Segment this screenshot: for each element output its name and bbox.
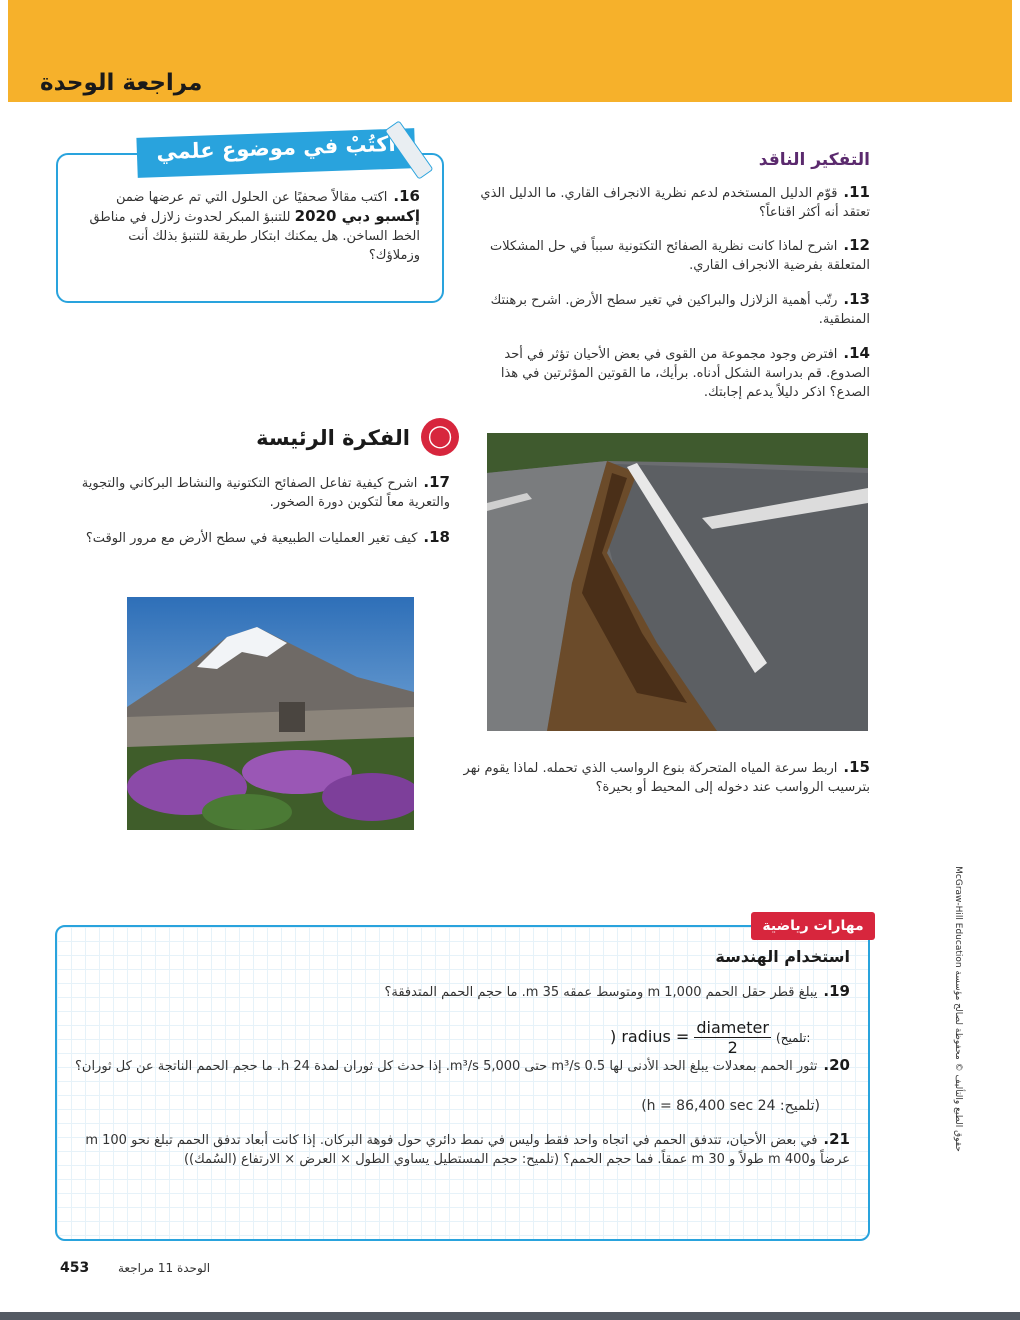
question-text: قوّم الدليل المستخدم لدعم نظرية الانجراف القاري. ما الدليل الذي تعتقد أنه أكثر اقناعاً؟ xyxy=(480,186,870,220)
hint-open-paren: ) xyxy=(610,1027,617,1046)
formula-left: radius = xyxy=(621,1027,690,1046)
question-text: اشرح كيفية تفاعل الصفائح التكتونية والنشاط البركاني والتجوية والتعرية معاً لتكوين دورة الصخور. xyxy=(81,476,450,510)
question-text: تثور الحمم بمعدلات يبلغ الحد الأدنى لها 0.5 m³/s حتى 5,000 m³/s. إذا حدث كل ثوران لمدة 24 h. ما حجم الحمم الناتجة عن كل ثوران؟ xyxy=(75,1059,818,1074)
math-skills-box xyxy=(55,925,870,1241)
geometry-heading: استخدام الهندسة xyxy=(715,947,850,966)
question-number: 19. xyxy=(823,982,850,1000)
q20-hint: (تلميح: 24 h = 86,400 sec) xyxy=(641,1098,820,1114)
big-idea-title: الفكرة الرئيسة xyxy=(256,426,410,450)
copyright-credit xyxy=(950,822,966,1202)
expo-name: إكسبو دبي 2020 xyxy=(294,207,420,225)
question-number: 15. xyxy=(843,758,870,776)
question-text: في بعض الأحيان، تتدفق الحمم في اتجاه واحد فقط وليس في نمط دائري حول فوهة البركان. إذا كانت أبعاد تدفق الحمم تبلغ نحو 100 m عرضاً و400 m طولاً و 30 m عمقاً. فما حجم الحمم؟ (تلميح: حجم المستطيل يساوي الطول × العرض × الارتفاع (السُمك)) xyxy=(85,1133,850,1167)
question-number: 11. xyxy=(843,183,870,201)
question-text: رتّب أهمية الزلازل والبراكين في تغير سطح الأرض. اشرح برهنتك المنطقية. xyxy=(490,293,870,327)
question-18 xyxy=(75,528,450,548)
fault-road-photo xyxy=(487,433,868,731)
question-13 xyxy=(470,290,870,329)
bottom-bar xyxy=(0,1312,1020,1320)
lightbulb-icon: ◯ xyxy=(421,418,459,456)
question-15 xyxy=(460,758,870,797)
question-number: 21. xyxy=(823,1130,850,1148)
question-number: 20. xyxy=(823,1056,850,1074)
math-skills-tag: مهارات رياضية xyxy=(751,912,875,940)
writing-title: أكتُبْ في موضوع علمي xyxy=(155,131,397,165)
copyright-text: حقوق الطبع والتأليف © محفوظة لصالح مؤسسة McGraw-Hill Education xyxy=(953,866,963,1152)
question-number: 12. xyxy=(843,236,870,254)
question-text: اكتب مقالاً صحفيًا عن الحلول التي تم عرضها ضمن xyxy=(116,190,388,205)
unit-label: الوحدة 11 مراجعة xyxy=(118,1261,211,1275)
hint-label: (تلميح: xyxy=(776,1031,811,1045)
question-number: 18. xyxy=(423,528,450,546)
question-text: اشرح لماذا كانت نظرية الصفائح التكتونية سبباً في حل المشكلات المتعلقة بفرضية الانجراف القاري. xyxy=(490,239,870,273)
question-14 xyxy=(470,344,870,402)
question-text: افترض وجود مجموعة من القوى في بعض الأحيان تؤثر في أحد الصدوع. قم بدراسة الشكل أدناه. برأيك، ما القوتين المؤثرتين في هذا الصدع؟ اذكر دليلاً يدعم إجابتك. xyxy=(500,347,870,400)
question-number: 14. xyxy=(843,344,870,362)
question-19 xyxy=(70,982,850,1002)
question-21 xyxy=(62,1130,850,1169)
question-text: اربط سرعة المياه المتحركة بنوع الرواسب الذي تحمله. لماذا يقوم نهر بترسيب الرواسب عند دخوله إلى المحيط أو بحيرة؟ xyxy=(463,761,870,795)
question-20 xyxy=(62,1056,850,1076)
critical-thinking-heading: التفكير الناقد xyxy=(758,150,870,170)
question-number: 13. xyxy=(843,290,870,308)
question-text: يبلغ قطر حقل الحمم 1,000 m ومتوسط عمقه 35 m. ما حجم الحمم المتدفقة؟ xyxy=(384,985,818,1000)
question-text: كيف تغير العمليات الطبيعية في سطح الأرض مع مرور الوقت؟ xyxy=(85,531,418,546)
question-12 xyxy=(470,236,870,275)
volcano-mountain-photo xyxy=(127,597,414,830)
question-16 xyxy=(75,187,420,265)
question-text-cont: للتنبؤ المبكر لحدوث زلازل في مناطق الخط الساخن. هل يمكنك ابتكار طريقة للتنبؤ بذلك أنت وزملاؤك؟ xyxy=(89,210,420,263)
question-17 xyxy=(75,473,450,512)
question-number: 17. xyxy=(423,473,450,491)
page-number: 453 xyxy=(60,1260,90,1276)
q19-hint xyxy=(610,1018,820,1058)
formula-fraction xyxy=(694,1018,771,1057)
formula-denominator: 2 xyxy=(727,1038,738,1057)
question-11 xyxy=(470,183,870,222)
formula-numerator: diameter xyxy=(696,1018,769,1037)
page-title: مراجعة الوحدة xyxy=(40,70,203,96)
question-number: 16. xyxy=(393,187,420,205)
